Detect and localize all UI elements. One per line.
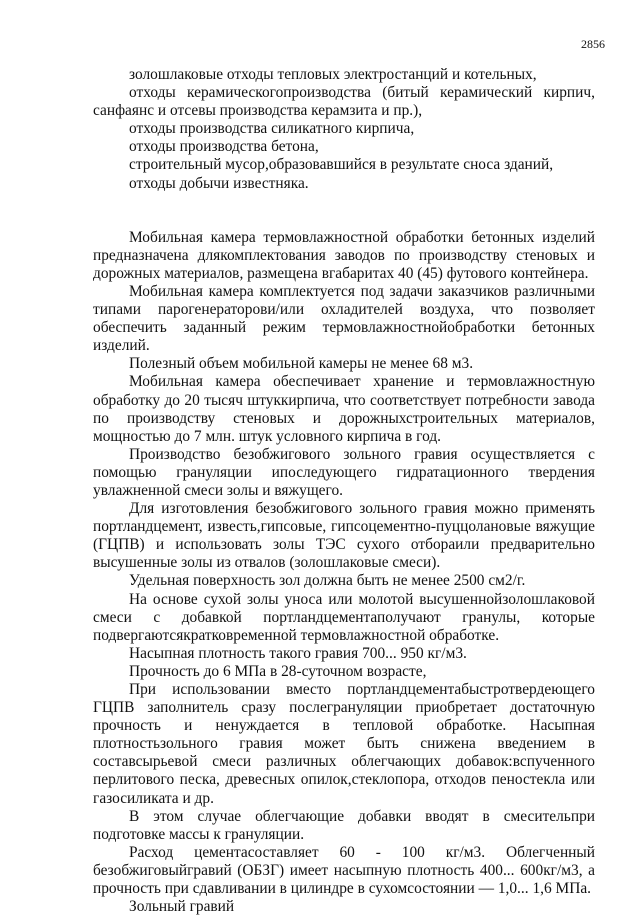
paragraph: Полезный объем мобильной камеры не менее 68 м3. (129, 355, 474, 373)
paragraph: Производство безобжигового зольного гравия осуществляется с помощью грануляции ипоследующего гидратационного твердения увлажненной смеси золы и вяжущего. (93, 445, 595, 499)
paragraph: Удельная поверхность зол должна быть не менее 2500 см2/г. (129, 572, 526, 590)
waste-list (93, 66, 595, 193)
page-number: 2856 (581, 37, 605, 51)
list-item: отходы керамическогопроизводства (битый керамический кирпич, санфаянс и отсевы производства керамзита и пр.), (93, 84, 595, 120)
paragraph: Расход цементасоставляет 60 - 100 кг/м3. Облегченный безобжиговыйгравий (ОБЗГ) имеет насыпную плотность 400... 600кг/м3, а прочность при сдавливании в цилиндре в сухомсостоянии — 1,0... 1,6 МПа. (93, 843, 595, 898)
list-item: строительный мусор,образовавшийся в результате сноса зданий, (129, 156, 554, 174)
paragraph: В этом случае облегчающие добавки вводят в смесительпри подготовке массы к грануляции. (93, 807, 595, 843)
paragraph: При использовании вместо портландцементабыстротвердеющего ГЦПВ заполнитель сразу послегрануляции приобретает достаточную прочность и ненуждается в тепловой обработке. Насыпная плотностьзольного гравия может быть снижена введением в составсырьевой смеси различных облегчающих добавок:вспученного перлитового песка, древесных опилок,стеклопора, отходов пеностекла или газосиликата и др. (93, 681, 595, 807)
document-body (93, 66, 595, 916)
section-gap (93, 193, 595, 229)
paragraph: Насыпная плотность такого гравия 700... 950 кг/м3. (129, 644, 467, 662)
list-item: отходы добычи известняка. (129, 174, 309, 192)
paragraph: Мобильная камера комплектуется под задачи заказчиков различными типами парогенераторови/или охладителей воздуха, что позволяет обеспечить заданный режим термовлажностнойобработки бетонных изделий. (93, 282, 595, 355)
paragraph: Зольный гравий (129, 898, 235, 916)
paragraph: Мобильная камера обеспечивает хранение и термовлажностную обработку до 20 тысяч штуккирпича, что соответствует потребности завода по производству стеновых и дорожныхстроительных материалов, мощностью до 7 млн. штук условного кирпича в год. (93, 373, 595, 445)
list-item: золошлаковые отходы тепловых электростанций и котельных, (129, 66, 537, 83)
list-item: отходы производства бетона, (129, 138, 319, 156)
paragraph: Прочность до 6 МПа в 28-суточном возрасте, (129, 662, 427, 680)
paragraph: Для изготовления безобжигового зольного гравия можно применять портландцемент, известь,гипсовые, гипсоцементно-пуццолановые вяжущие (ГЦПВ) и использовать золы ТЭС сухого отбораили предварительно высушенные золы из отвалов (золошлаковые смеси). (93, 500, 595, 572)
paragraph: Мобильная камера термовлажностной обработки бетонных изделий предназначена длякомплектования заводов по производству стеновых и дорожных материалов, размещена вгабаритах 40 (45) футового контейнера. (93, 228, 595, 282)
list-item: отходы производства силикатного кирпича, (129, 120, 415, 138)
paragraph: На основе сухой золы уноса или молотой высушеннойзолошлаковой смеси с добавкой портландцементаполучают гранулы, которые подвергаютсякратковременной термовлажностной обработке. (93, 590, 595, 644)
